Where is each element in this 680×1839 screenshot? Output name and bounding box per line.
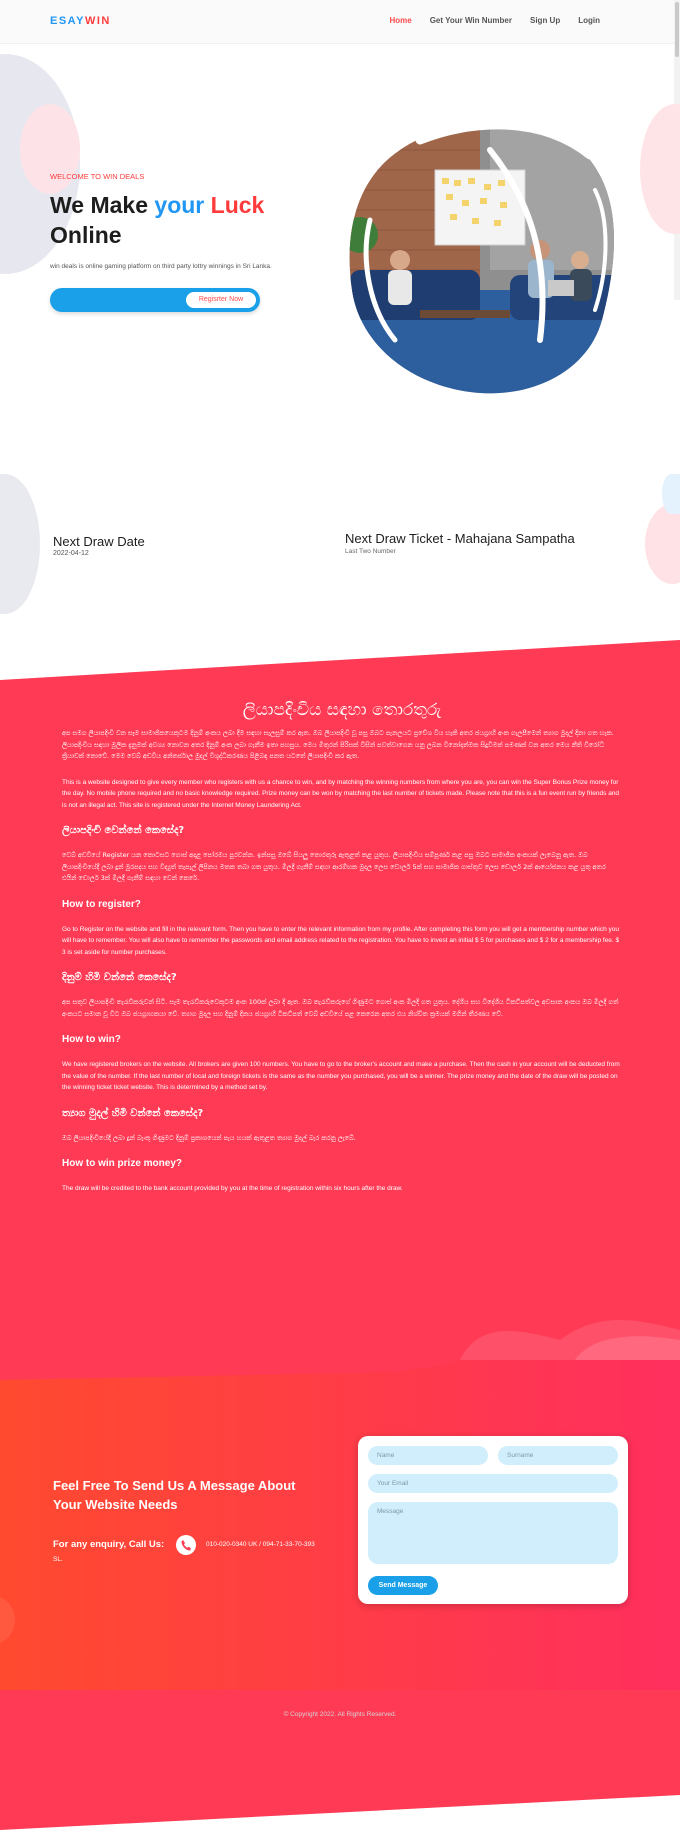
- heading-win-si: දිනුම් හිමි වන්නේ කෙසේද?: [62, 972, 177, 983]
- nav-link-get-win-number[interactable]: Get Your Win Number: [429, 16, 512, 25]
- hero-title: [50, 190, 310, 250]
- contact-phone-numbers[interactable]: 010-020-0340 UK / 094-71-33-70-393: [206, 1541, 315, 1548]
- decor-blob-draw-left: [0, 474, 40, 614]
- nav-link-home[interactable]: Home: [389, 16, 412, 25]
- info-title: ලියාපදිංචිය සඳහා තොරතුරු: [242, 700, 442, 720]
- info-paragraph-en-1: This is a website designed to give every member who registers with us a chance to win, and by matching the winning numbers from where you are, you can win the Super Bonus Prize money for the day. No mobile phone required and no basic knowledge required. Prize money can be won by matching the last number of tickets made. Please note that this is a fun event run by friends and is not an illegal act. This site is registered under the Internet Money Laundering Act.: [62, 778, 620, 809]
- nav-link-login[interactable]: Login: [578, 16, 600, 25]
- decor-blob-draw-right-blue: [662, 474, 680, 514]
- hero-description: win deals is online gaming platform on third party lottry winnings in Sri Lanka.: [50, 263, 272, 270]
- contact-title: Feel Free To Send Us A Message About Your Website Needs: [53, 1478, 296, 1512]
- copyright-text: © Copyright 2022. All Rights Reserved.: [283, 1711, 397, 1718]
- info-paragraph-en-3: We have registered brokers on the website. All brokers are given 100 numbers. You have to go to the broker's account and make a purchase. Then the cash in your account will be deducted from the value of the number. If the last number of local and foreign tickets is the same as the number you purchased, you will be a winner. The prize money and the date of the draw will be posted on the winning ticket ticket website. This is determined by a method set by.: [62, 1061, 620, 1091]
- info-paragraph-si-3: අප සතුව ලියාපදිංචි තැරැව්කරුවන් සිටී. සෑම තැරැව්කරුවෙකුටම අංක 100ක් ලබා දී ඇත. ඔබ තැරැව්කරුගේ ගිණුමට ගොස් අංක මිලදී ගත යුතුය. දේශීය සහ විදේශීය ටිකට්පත්වල අවසාන අංකය ඔබ මිලදී ගත් අංකයට සමාන වූ විට ඔබ ජයග්‍රාහකයා වේ. ත්‍යාග මුදල සහ දිනුම් දිනය ජයග්‍රාහී ටිකට්පත් වෙබ් අඩවියේ පළ කෙරෙන අතර එය නිශ්චිත ක්‍රමයක් මගින් තීරණය වේ.: [62, 998, 619, 1018]
- nav-links: [389, 16, 600, 25]
- hero-illustration: [340, 110, 630, 400]
- heading-win-en: How to win?: [62, 1034, 121, 1045]
- next-draw-date-label: Next Draw Date: [53, 534, 145, 549]
- decor-blob-draw-right: [645, 504, 680, 584]
- info-paragraph-si-1: අප සමග ලියාපදිංචි වන සෑම සාමාජිකයෙකුටම දිනුම් අංකය ලබා දීම සඳහා සැලසුම් කර ඇත. ඔබ ලියාපදිංචි වූ පසු ඔබට පැනලයට ප්‍රවේශ විය හැකි අතර ජයග්‍රාහී අංක ගැලපීමෙන් ත්‍යාග මුදල් දිනා ගත හැක. ලියාපදිංචිය සඳහා මූලික දැනුමක් අවශ්‍ය නොවන අතර දිනුම් අංක ලබා ගැනීම ඉතා පහසුය. මෙය මිතුරන් පිරිසක් විසින් පවත්වාගෙන යනු ලබන විනෝදාත්මක සිදුවීමක් පමණක් වන අතර මෙය නීති විරෝධී ක්‍රියාවක් නොවේ. මෙම වෙබ් අඩවිය අන්තර්ජාල මුදල් විශුද්ධිකරණය පිළිබඳ පනත යටතේ ලියාපදිංචි කර ඇත.: [62, 729, 614, 760]
- heading-prize-si: ත්‍යාග මුදල් හිමි වන්නේ කෙසේද?: [62, 1107, 204, 1119]
- footer: [0, 1690, 680, 1839]
- info-paragraph-en-4: The draw will be credited to the bank account provided by you at the time of registration within six hours after the draw.: [62, 1185, 403, 1192]
- next-draw-date-value: 2022-04-12: [53, 550, 89, 557]
- logo-text-esay: ESAY: [50, 15, 85, 27]
- hero-title-luck: Luck: [210, 192, 265, 218]
- next-draw-ticket-value: Last Two Number: [345, 548, 396, 555]
- contact-phone-suffix-text: SL: [53, 1556, 61, 1563]
- contact-section: [0, 1360, 680, 1690]
- hero-title-your: your: [154, 192, 205, 218]
- registration-info-section: [0, 640, 680, 1370]
- top-navbar: [0, 0, 680, 44]
- contact-form: [358, 1436, 628, 1604]
- heading-register-si: ලියාපදිංචි වෙන්නේ කෙසේද?: [62, 825, 185, 836]
- nav-link-sign-up[interactable]: Sign Up: [530, 16, 561, 25]
- contact-phone-suffix: SL.: [53, 1556, 63, 1563]
- message-textarea[interactable]: Message: [368, 1502, 618, 1564]
- info-paragraph-si-2: වෙබ් අඩවියේ Register යන කොටසට ගොස් අදාළ පෝරමය පුරවන්න. ඉන්පසු ඔබේ සියලු තොරතුරු ඇතුළත් කළ යුතුය. ලියාපදිංචිය සම්පූර්ණ කළ පසු ඔබට සාමාජික අංකයක් ලැබෙනු ඇත. ඔබ ලියාපදිංචියේදී ලබා දුන් මුරපදය සහ විද්‍යුත් තැපැල් ලිපිනය මතක තබා ගත යුතුය. මිලදී ගැනීම් සඳහා ආරම්භක මුදල ලෙස ඩොලර් 5ක් සහ සාමාජික ගාස්තුව ලෙස ඩොලර් 2ක් ආයෝජනය කළ යුතු අතර එයින් ඩොලර් 3ක් මිලදී ගැනීම් සඳහා වෙන් කෙරේ.: [62, 851, 606, 882]
- phone-icon: [176, 1535, 196, 1555]
- hero-office-photo: [340, 110, 630, 400]
- info-paragraph-si-4: ඔබ ලියාපදිංචියේදී ලබා දුන් බැංකු ගිණුමට දිනුම් ප්‍රකාශයෙන් පැය හයක් ඇතුළත ත්‍යාග මුදල් බැර කරනු ලැබේ.: [62, 1133, 356, 1142]
- hero-cta-bar: [50, 288, 260, 312]
- info-paragraph-en-2: Go to Register on the website and fill in the relevant form. Then you have to enter the relevant information from my profile. After completing this form you will get a membership number which you will have to remember. You will also have to remember the passwords and email address related to the registration. You have to invest an initial $ 5 for purchases and $ 2 for a membership fee. $ 3 is set aside for number purchases.: [62, 925, 620, 956]
- next-draw-section: [0, 474, 680, 614]
- logo-text-win: WIN: [84, 15, 111, 27]
- name-input[interactable]: Name: [368, 1446, 488, 1465]
- contact-call-label: For any enquiry, Call Us:: [53, 1539, 165, 1550]
- decor-blob-right: [640, 104, 680, 234]
- hero-title-online: Online: [50, 222, 122, 248]
- heading-register-en: How to register?: [62, 898, 141, 910]
- email-input[interactable]: Your Email: [368, 1474, 618, 1493]
- register-now-button[interactable]: Regisrter Now: [186, 292, 256, 308]
- site-logo[interactable]: [50, 15, 111, 27]
- hero-section: [0, 44, 680, 474]
- hero-title-we-make: We Make: [50, 192, 155, 218]
- info-content: [62, 700, 622, 1209]
- hero-eyebrow: WELCOME TO WIN DEALS: [50, 172, 145, 181]
- send-message-button[interactable]: Send Message: [368, 1576, 438, 1595]
- next-draw-ticket-label: Next Draw Ticket - Mahajana Sampatha: [345, 531, 575, 546]
- surname-input[interactable]: Surname: [498, 1446, 618, 1465]
- heading-prize-en: How to win prize money?: [62, 1158, 183, 1169]
